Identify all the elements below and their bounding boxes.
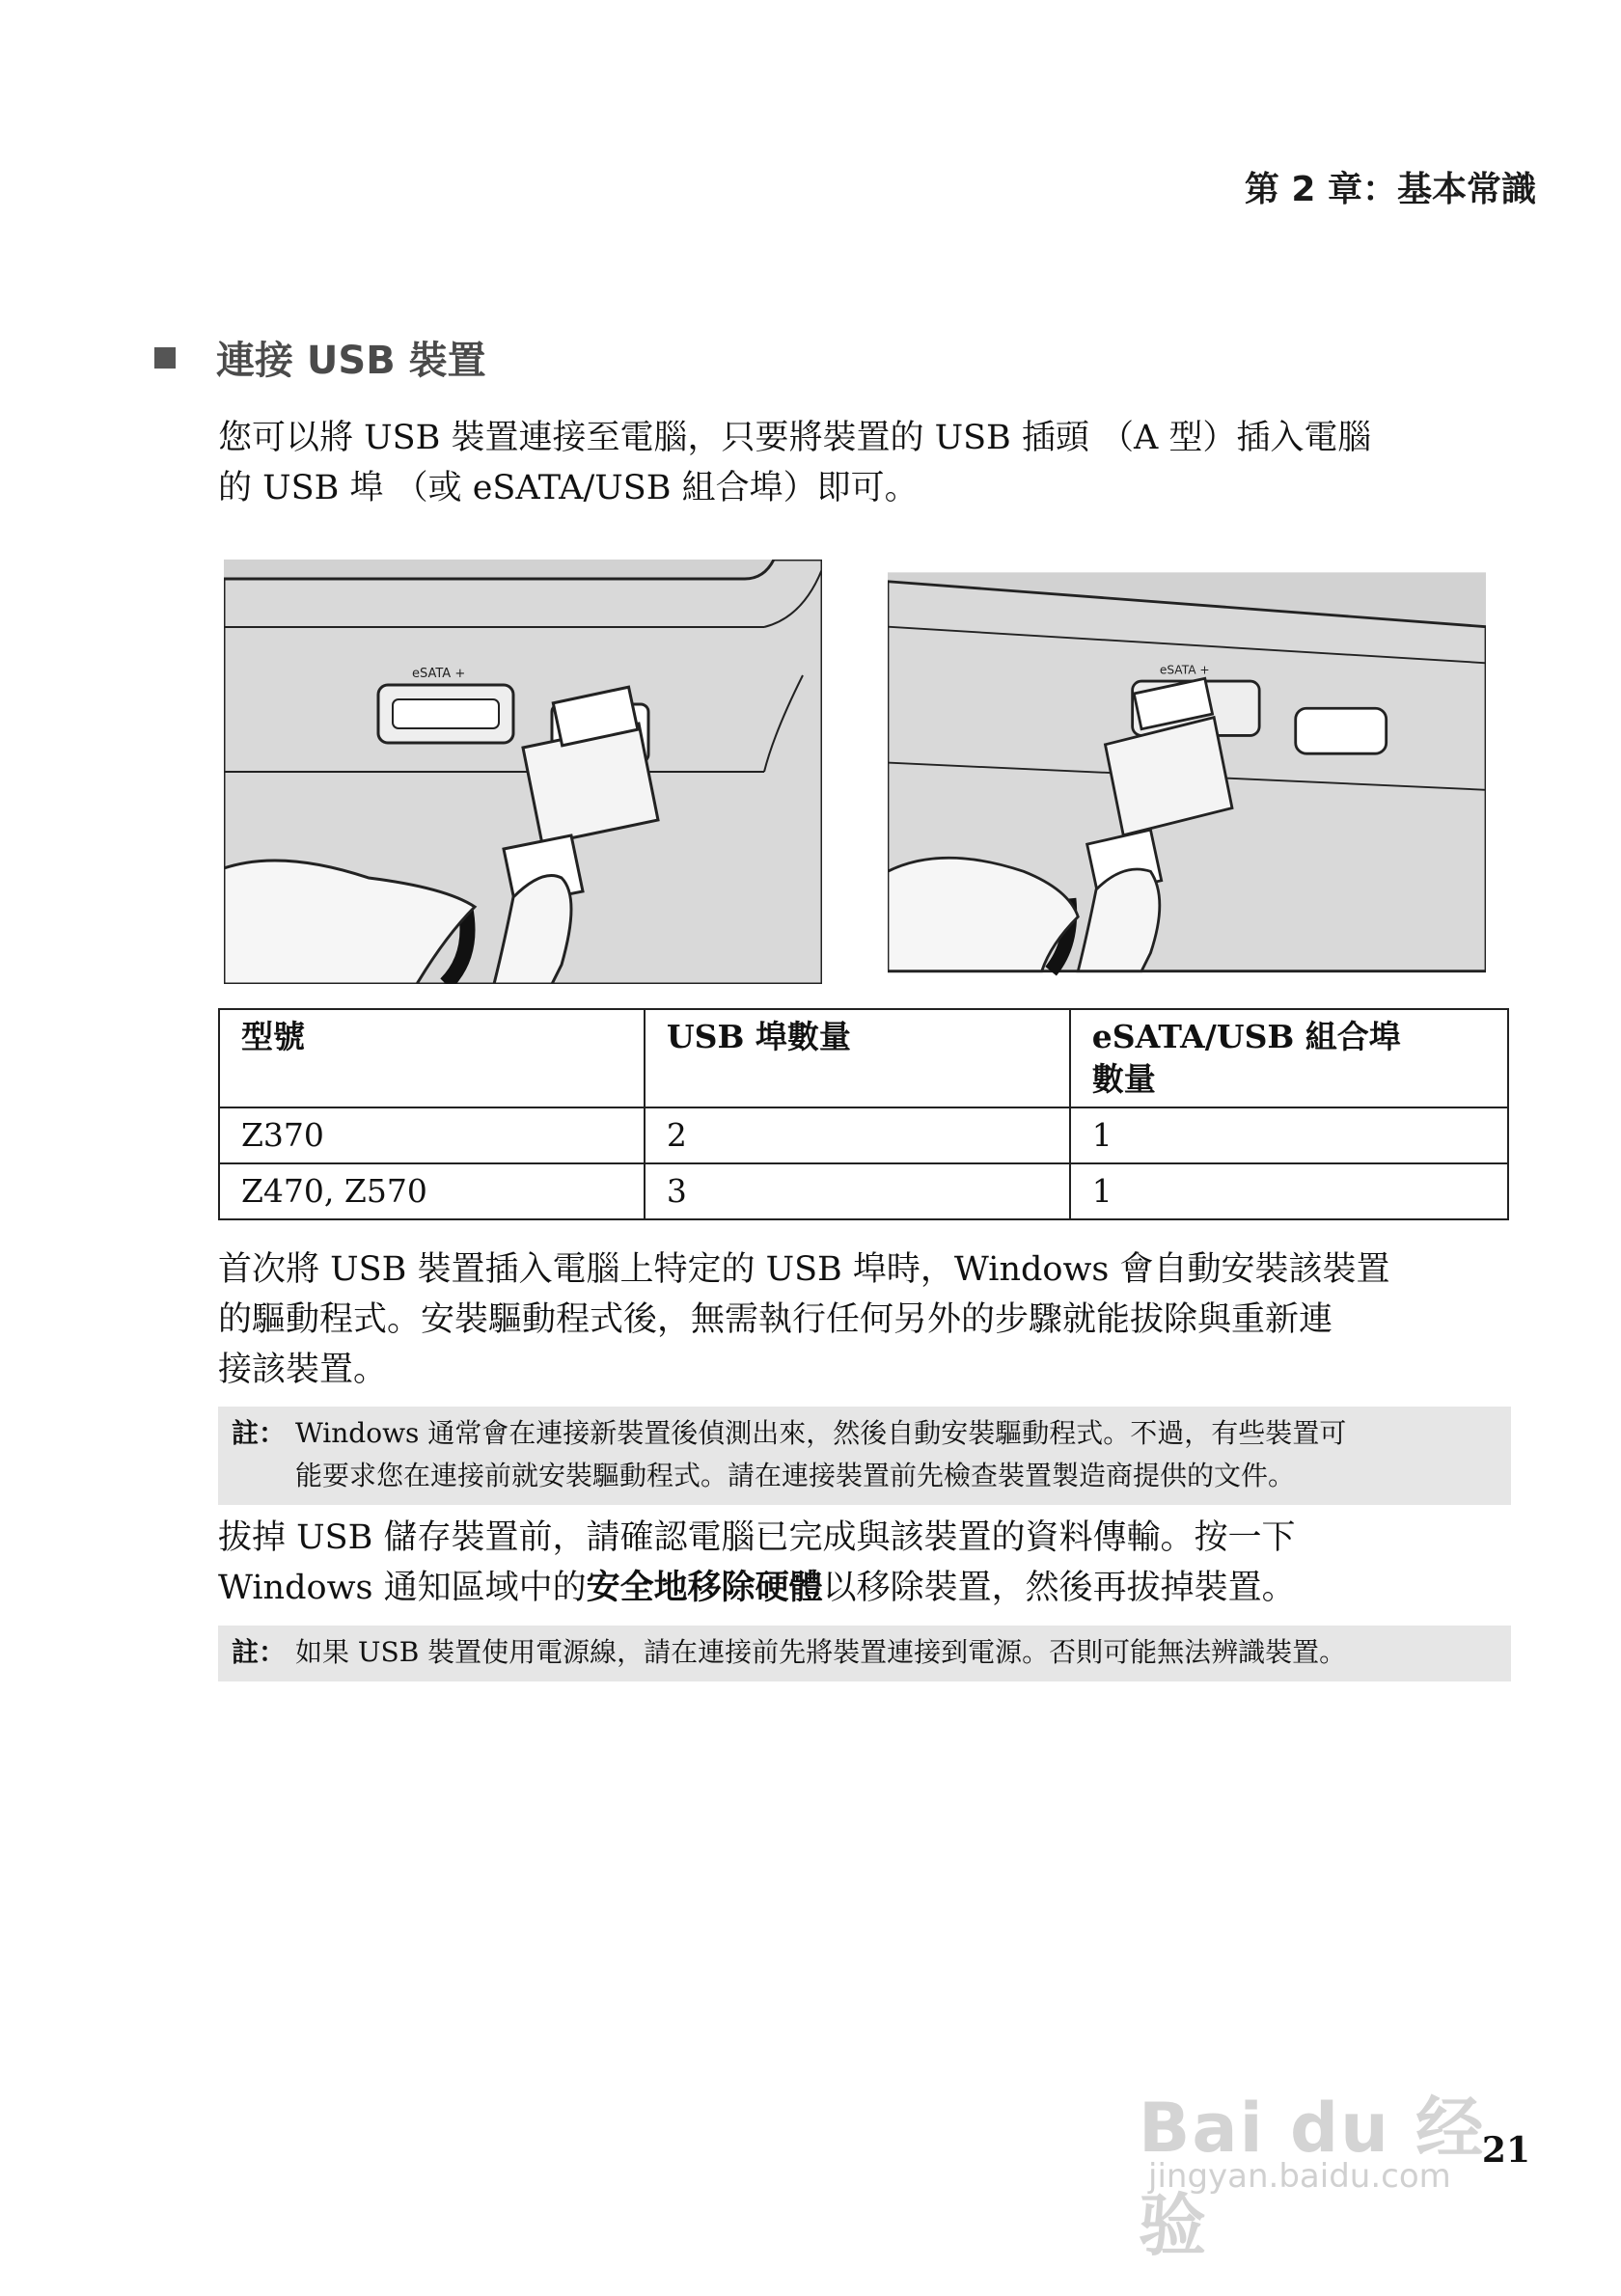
remove-line-2-pre: Windows 通知區域中的 (218, 1569, 587, 1607)
intro-paragraph (218, 413, 1511, 513)
header-combo-line-1: eSATA/USB 組合埠 (1091, 1018, 1401, 1055)
table-row (219, 1107, 1508, 1163)
note-box-2 (218, 1626, 1511, 1681)
remove-line-2 (218, 1563, 1511, 1613)
section-title: 連接 USB 裝置 (216, 339, 486, 383)
header-combo-count (1070, 1009, 1508, 1107)
square-bullet-icon (154, 347, 176, 369)
section-heading (154, 330, 486, 385)
watermark-url: jingyan.baidu.com (1148, 2157, 1451, 2196)
note-line-1: Windows 通常會在連接新裝置後偵測出來，然後自動安裝驅動程式。不過，有些裝置可 (295, 1417, 1347, 1449)
note-text: 如果 USB 裝置使用電源線，請在連接前先將裝置連接到電源。否則可能無法辨識裝置。 (295, 1636, 1347, 1668)
table-header-row (219, 1009, 1508, 1107)
right-port-label: eSATA + (1159, 663, 1210, 677)
cell-combo-count: 1 (1070, 1163, 1508, 1219)
cell-combo-count: 1 (1070, 1107, 1508, 1163)
driver-line-3: 接該裝置。 (218, 1351, 388, 1389)
header-combo-line-2: 數量 (1091, 1060, 1156, 1098)
driver-paragraph (218, 1244, 1511, 1395)
cell-usb-count: 2 (645, 1107, 1070, 1163)
remove-line-1: 拔掉 USB 儲存裝置前，請確認電腦已完成與該裝置的資料傳輸。按一下 (218, 1518, 1296, 1557)
note-label: 註： (232, 1636, 287, 1668)
remove-line-2-post: 以移除裝置，然後再拔掉裝置。 (822, 1569, 1296, 1607)
baidu-watermark (1139, 2074, 1525, 2265)
intro-line-1: 您可以將 USB 裝置連接至電腦，只要將裝置的 USB 插頭 （A 型）插入電腦 (218, 419, 1372, 457)
figure-esata-usb-port (888, 560, 1486, 984)
table-row (219, 1163, 1508, 1219)
port-spec-table (218, 1008, 1509, 1220)
esata-port-illustration (888, 560, 1486, 984)
driver-line-2: 的驅動程式。安裝驅動程式後，無需執行任何另外的步驟就能拔除與重新連 (218, 1300, 1333, 1339)
safely-remove-hardware-label: 安全地移除硬體 (586, 1569, 823, 1607)
watermark-brand: Bai du 经验 (1139, 2089, 1486, 2265)
note-text (295, 1412, 1497, 1497)
cell-model: Z470, Z570 (219, 1163, 645, 1219)
cell-model: Z370 (219, 1107, 645, 1163)
usb-port-illustration (224, 560, 822, 984)
remove-paragraph (218, 1513, 1511, 1613)
intro-line-2: 的 USB 埠 （或 eSATA/USB 組合埠）即可。 (218, 469, 919, 507)
note-label: 註： (232, 1417, 287, 1449)
header-model: 型號 (219, 1009, 645, 1107)
figure-usb-port (224, 560, 822, 984)
cell-usb-count: 3 (645, 1163, 1070, 1219)
note-box-1 (218, 1407, 1511, 1505)
driver-line-1: 首次將 USB 裝置插入電腦上特定的 USB 埠時，Windows 會自動安裝該裝置 (218, 1250, 1390, 1289)
note-line-2: 能要求您在連接前就安裝驅動程式。請在連接裝置前先檢查裝置製造商提供的文件。 (295, 1460, 1296, 1491)
page-number: 21 (1481, 2130, 1530, 2171)
chapter-header: 第 2 章：基本常識 (1244, 170, 1536, 209)
left-port-label: eSATA + (412, 667, 466, 681)
header-usb-count: USB 埠數量 (645, 1009, 1070, 1107)
